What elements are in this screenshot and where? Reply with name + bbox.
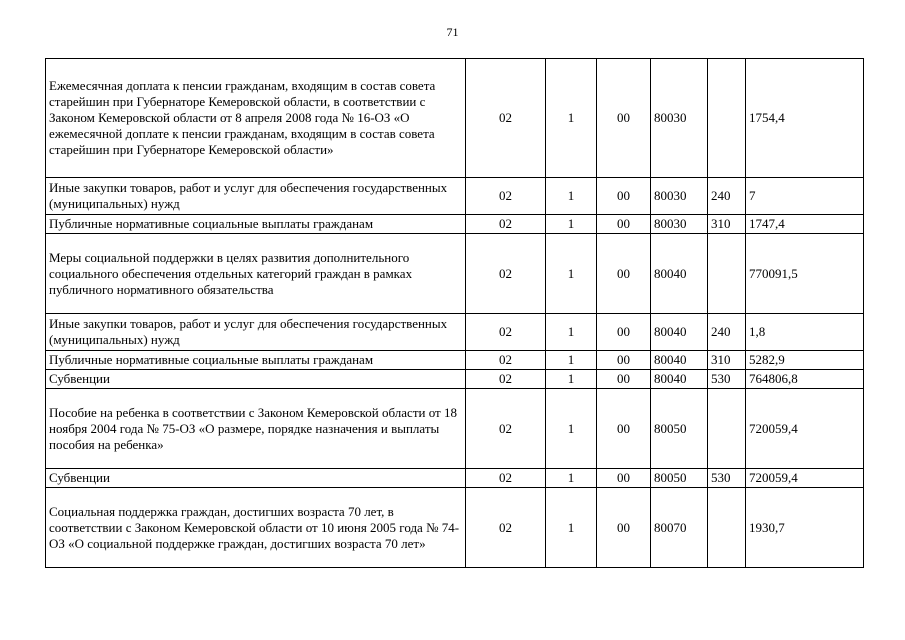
target-cell: 80030	[651, 215, 708, 234]
type-cell: 530	[708, 370, 746, 389]
table-row	[46, 389, 864, 469]
program-cell: 1	[546, 389, 597, 469]
target-cell: 80040	[651, 351, 708, 370]
table-row	[46, 234, 864, 314]
subprogram-cell: 00	[597, 370, 651, 389]
type-cell: 240	[708, 314, 746, 351]
amount-cell: 1754,4	[746, 59, 864, 178]
row-name-cell: Пособие на ребенка в соответствии с Законом Кемеровской области от 18 ноября 2004 года № 75-ОЗ «О размере, порядке назначения и выплаты пособия на ребенка»	[46, 389, 466, 469]
row-name-cell: Ежемесячная доплата к пенсии гражданам, входящим в состав совета старейшин при Губернаторе Кемеровской области, в соответствии с Законом Кемеровской области от 8 апреля 2008 года № 16-ОЗ «О ежемесячной доплате к пенсии гражданам, входящим в состав совета старейшин при Губернаторе Кемеровской области»	[46, 59, 466, 178]
target-cell: 80030	[651, 178, 708, 215]
amount-cell: 1,8	[746, 314, 864, 351]
section-cell: 02	[466, 234, 546, 314]
section-cell: 02	[466, 469, 546, 488]
program-cell: 1	[546, 488, 597, 568]
section-cell: 02	[466, 488, 546, 568]
target-cell: 80030	[651, 59, 708, 178]
section-cell: 02	[466, 215, 546, 234]
row-name-cell: Публичные нормативные социальные выплаты гражданам	[46, 351, 466, 370]
target-cell: 80040	[651, 314, 708, 351]
table-row	[46, 488, 864, 568]
row-name-cell: Меры социальной поддержки в целях развития дополнительного социального обеспечения отдельных категорий граждан в рамках публичного нормативного обязательства	[46, 234, 466, 314]
amount-cell: 7	[746, 178, 864, 215]
program-cell: 1	[546, 314, 597, 351]
budget-table	[45, 58, 864, 568]
amount-cell: 1930,7	[746, 488, 864, 568]
program-cell: 1	[546, 178, 597, 215]
amount-cell: 770091,5	[746, 234, 864, 314]
table-row	[46, 59, 864, 178]
program-cell: 1	[546, 469, 597, 488]
subprogram-cell: 00	[597, 234, 651, 314]
table-row	[46, 351, 864, 370]
type-cell: 310	[708, 215, 746, 234]
row-name-cell: Субвенции	[46, 370, 466, 389]
table-row	[46, 370, 864, 389]
subprogram-cell: 00	[597, 59, 651, 178]
type-cell: 310	[708, 351, 746, 370]
section-cell: 02	[466, 389, 546, 469]
section-cell: 02	[466, 59, 546, 178]
amount-cell: 1747,4	[746, 215, 864, 234]
program-cell: 1	[546, 59, 597, 178]
row-name-cell: Публичные нормативные социальные выплаты гражданам	[46, 215, 466, 234]
row-name-cell: Иные закупки товаров, работ и услуг для обеспечения государственных (муниципальных) нужд	[46, 314, 466, 351]
target-cell: 80040	[651, 370, 708, 389]
amount-cell: 720059,4	[746, 469, 864, 488]
program-cell: 1	[546, 351, 597, 370]
type-cell	[708, 488, 746, 568]
subprogram-cell: 00	[597, 389, 651, 469]
program-cell: 1	[546, 215, 597, 234]
subprogram-cell: 00	[597, 178, 651, 215]
table-row	[46, 469, 864, 488]
subprogram-cell: 00	[597, 215, 651, 234]
row-name-cell: Субвенции	[46, 469, 466, 488]
target-cell: 80050	[651, 389, 708, 469]
section-cell: 02	[466, 351, 546, 370]
section-cell: 02	[466, 178, 546, 215]
table-row	[46, 215, 864, 234]
amount-cell: 764806,8	[746, 370, 864, 389]
subprogram-cell: 00	[597, 314, 651, 351]
page-number: 71	[446, 25, 459, 39]
section-cell: 02	[466, 314, 546, 351]
subprogram-cell: 00	[597, 351, 651, 370]
type-cell	[708, 59, 746, 178]
amount-cell: 720059,4	[746, 389, 864, 469]
row-name-cell: Социальная поддержка граждан, достигших возраста 70 лет, в соответствии с Законом Кемеровской области от 10 июня 2005 года № 74-ОЗ «О социальной поддержке граждан, достигших возраста 70 лет»	[46, 488, 466, 568]
type-cell: 530	[708, 469, 746, 488]
section-cell: 02	[466, 370, 546, 389]
program-cell: 1	[546, 370, 597, 389]
program-cell: 1	[546, 234, 597, 314]
type-cell	[708, 234, 746, 314]
table-row	[46, 178, 864, 215]
amount-cell: 5282,9	[746, 351, 864, 370]
subprogram-cell: 00	[597, 488, 651, 568]
subprogram-cell: 00	[597, 469, 651, 488]
type-cell	[708, 389, 746, 469]
type-cell: 240	[708, 178, 746, 215]
row-name-cell: Иные закупки товаров, работ и услуг для обеспечения государственных (муниципальных) нужд	[46, 178, 466, 215]
table-row	[46, 314, 864, 351]
target-cell: 80040	[651, 234, 708, 314]
target-cell: 80070	[651, 488, 708, 568]
target-cell: 80050	[651, 469, 708, 488]
